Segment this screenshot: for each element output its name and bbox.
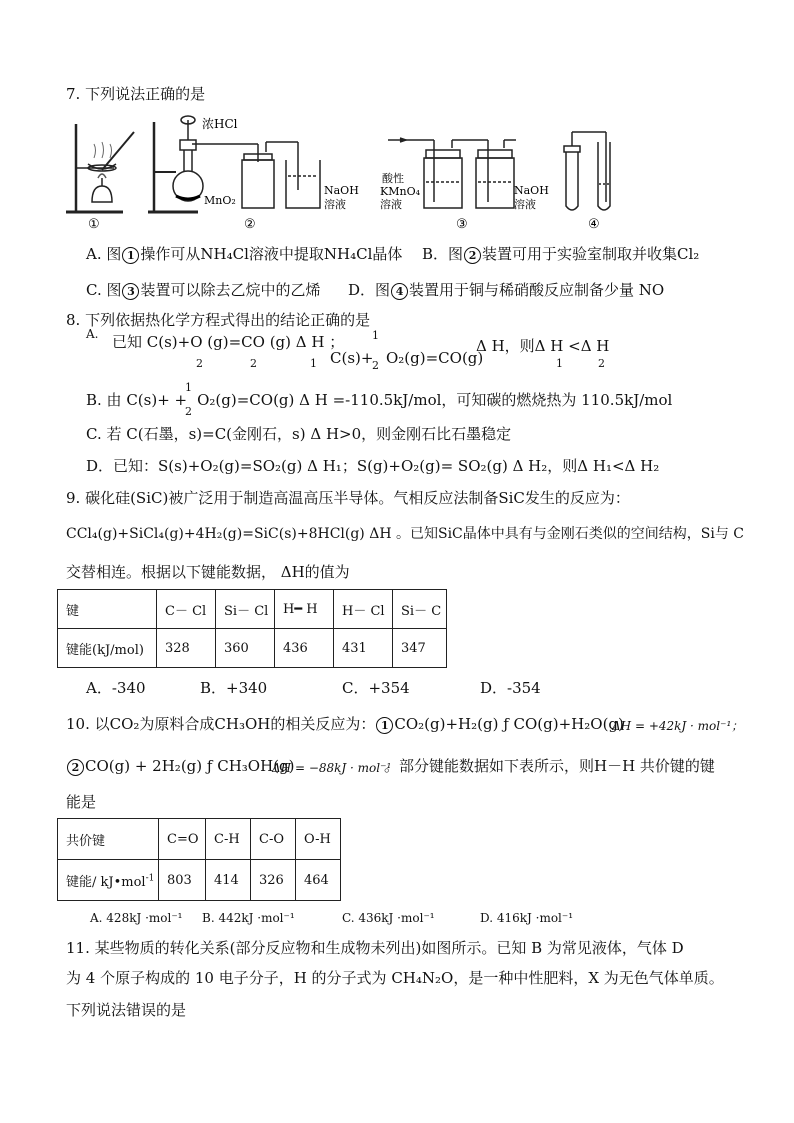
table-row bbox=[58, 590, 447, 629]
q10-option-b[interactable]: B. 442kJ ·mol⁻¹ bbox=[202, 911, 295, 925]
table-cell: 431 bbox=[334, 629, 393, 668]
table-row bbox=[58, 629, 447, 668]
q10-line3: 能是 bbox=[66, 793, 97, 811]
q7-stem: 7. 下列说法正确的是 bbox=[66, 85, 206, 103]
table-row bbox=[58, 819, 341, 860]
fig-label-1: ① bbox=[88, 217, 100, 232]
q9-line3: 交替相连。根据以下键能数据， ΔH的值为 bbox=[66, 563, 350, 581]
q10-dh1: ΔH = +42kJ · mol⁻¹； bbox=[612, 719, 744, 733]
q8-a-frac-den: 2 bbox=[372, 359, 379, 372]
table-cell: C=O bbox=[159, 819, 206, 860]
fig-label-3: ③ bbox=[456, 217, 468, 232]
table-row bbox=[58, 860, 341, 901]
q10-line2: 2 CO(g) + 2H₂(g) ƒ CH₃OH(g) bbox=[66, 756, 294, 776]
table-cell: 共价键 bbox=[58, 819, 159, 860]
table-cell: H━ H bbox=[275, 590, 334, 629]
fig-label-4: ④ bbox=[588, 217, 600, 232]
q11-line2: 为 4 个原子构成的 10 电子分子，H 的分子式为 CH₄N₂O，是一种中性肥料，X 为无色气体单质。 bbox=[66, 969, 724, 987]
label-sol-b: 溶液 bbox=[514, 198, 536, 211]
q8-b-frac-den: 2 bbox=[185, 405, 192, 418]
q8-stem: 8. 下列依据热化学方程式得出的结论正确的是 bbox=[66, 311, 371, 329]
q7-option-c[interactable]: C. 图 3 装置可以除去乙烷中的乙烯 bbox=[86, 281, 321, 299]
table-cell: 464 bbox=[296, 860, 341, 901]
label-acid-3: 溶液 bbox=[380, 198, 402, 211]
q7-option-d[interactable]: D．图 4 装置用于铜与稀硝酸反应制备少量 NO bbox=[348, 281, 665, 299]
q10-line1: 10. 以CO₂为原料合成CH₃OH的相关反应为： 1 CO₂(g)+H₂(g) ƒ CO(g)+H₂O(g) bbox=[66, 715, 624, 733]
label-sol-a: 溶液 bbox=[324, 198, 346, 211]
table-cell: C-H bbox=[206, 819, 251, 860]
label-conc-hcl: 浓HCl bbox=[202, 117, 238, 131]
label-mno2: MnO₂ bbox=[204, 194, 236, 207]
table-cell: 键能(kJ/mol) bbox=[58, 629, 157, 668]
test-tube-apparatus bbox=[564, 132, 610, 210]
table-cell: 803 bbox=[159, 860, 206, 901]
label-acid-1: 酸性 bbox=[382, 172, 404, 185]
q8-a-eq2-left: C(s)+ bbox=[330, 349, 374, 367]
table-cell: O-H bbox=[296, 819, 341, 860]
q7-option-b[interactable]: B．图 2 装置可用于实验室制取并收集Cl₂ bbox=[422, 245, 700, 263]
circled-number-2: 2 bbox=[67, 759, 84, 776]
q10-option-d[interactable]: D. 416kJ ·mol⁻¹ bbox=[480, 911, 574, 925]
q9-line2: CCl₄(g)+SiCl₄(g)+4H₂(g)=SiC(s)+8HCl(g) ΔH 。已知SiC晶体中具有与金刚石类似的空间结构，Si与 C bbox=[66, 526, 745, 542]
circled-number-1: 1 bbox=[122, 247, 139, 264]
q8-a-frac-num: 1 bbox=[372, 329, 379, 342]
q8-a-result: Δ H，则Δ H <Δ H bbox=[476, 337, 610, 355]
q9-option-d[interactable]: D．-354 bbox=[480, 679, 541, 697]
q11-line3: 下列说法错误的是 bbox=[66, 1001, 187, 1019]
table-cell: Si－ C bbox=[393, 590, 447, 629]
table-cell: 347 bbox=[393, 629, 447, 668]
evaporation-apparatus bbox=[66, 124, 134, 212]
q10-dh2: ΔH = −88kJ · mol⁻¹ bbox=[272, 761, 392, 775]
table-cell: 360 bbox=[216, 629, 275, 668]
q9-option-b[interactable]: B．+340 bbox=[200, 679, 268, 697]
q11-line1: 11. 某些物质的转化关系(部分反应物和生成物未列出)如图所示。已知 B 为常见液体，气体 D bbox=[66, 939, 684, 957]
q8-a-sub: 2 bbox=[250, 357, 257, 370]
table-cell: 436 bbox=[275, 629, 334, 668]
q8-a-eq1: 已知 C(s)+O (g)=CO (g) Δ H ； bbox=[112, 333, 345, 351]
q10-line2-tail: 。部分键能数据如下表所示，则H－H 共价键的键 bbox=[384, 757, 715, 775]
table-cell: 键能/ kJ•mol$^{-1}$ bbox=[58, 860, 159, 901]
q8-option-d[interactable]: D．已知：S(s)+O₂(g)=SO₂(g) Δ H₁；S(g)+O₂(g)= SO₂(g) Δ H₂，则Δ H₁<Δ H₂ bbox=[86, 457, 660, 475]
label-acid-2: KMnO₄ bbox=[380, 185, 420, 198]
label-naoh-a: NaOH bbox=[324, 184, 359, 197]
table-cell: 326 bbox=[251, 860, 296, 901]
q8-a-sub: 1 bbox=[556, 357, 563, 370]
q10-option-a[interactable]: A. 428kJ ·mol⁻¹ bbox=[90, 911, 183, 925]
fig-label-2: ② bbox=[244, 217, 256, 232]
q8-a-sub: 1 bbox=[310, 357, 317, 370]
table-cell: 328 bbox=[157, 629, 216, 668]
table-cell: 414 bbox=[206, 860, 251, 901]
table-cell: H－ Cl bbox=[334, 590, 393, 629]
q8-option-c[interactable]: C. 若 C(石墨，s)=C(金刚石，s) Δ H>0，则金刚石比石墨稳定 bbox=[86, 425, 512, 443]
q7-apparatus-figure bbox=[58, 112, 638, 234]
table-cell: C-O bbox=[251, 819, 296, 860]
q9-option-a[interactable]: A．-340 bbox=[86, 679, 146, 697]
circled-number-1: 1 bbox=[376, 717, 393, 734]
bond-energy-table-q9 bbox=[57, 589, 447, 668]
label-naoh-b: NaOH bbox=[514, 184, 549, 197]
bond-energy-table-q10 bbox=[57, 818, 341, 901]
q10-option-c[interactable]: C. 436kJ ·mol⁻¹ bbox=[342, 911, 435, 925]
q9-line1: 9. 碳化硅(SiC)被广泛用于制造高温高压半导体。气相反应法制备SiC发生的反应为： bbox=[66, 489, 630, 507]
q8-a-sub: 2 bbox=[196, 357, 203, 370]
circled-number-2: 2 bbox=[464, 247, 481, 264]
circled-number-4: 4 bbox=[391, 283, 408, 300]
q7-option-a[interactable]: A. 图 1 操作可从NH₄Cl溶液中提取NH₄Cl晶体 bbox=[86, 245, 403, 263]
table-cell: Si－ Cl bbox=[216, 590, 275, 629]
q8-b-frac-num: 1 bbox=[185, 381, 192, 394]
q8-a-eq2-right: O₂(g)=CO(g) bbox=[386, 349, 484, 367]
q8-a-sub: 2 bbox=[598, 357, 605, 370]
circled-number-3: 3 bbox=[122, 283, 139, 300]
q9-option-c[interactable]: C．+354 bbox=[342, 679, 410, 697]
q8-option-b[interactable]: B. 由 C(s)+ + O₂(g)=CO(g) Δ H =-110.5kJ/mol，可知碳的燃烧热为 110.5kJ/mol bbox=[86, 391, 673, 409]
q8-a-letter: A. bbox=[86, 327, 99, 341]
table-cell: C－ Cl bbox=[157, 590, 216, 629]
table-cell: 键 bbox=[58, 590, 157, 629]
